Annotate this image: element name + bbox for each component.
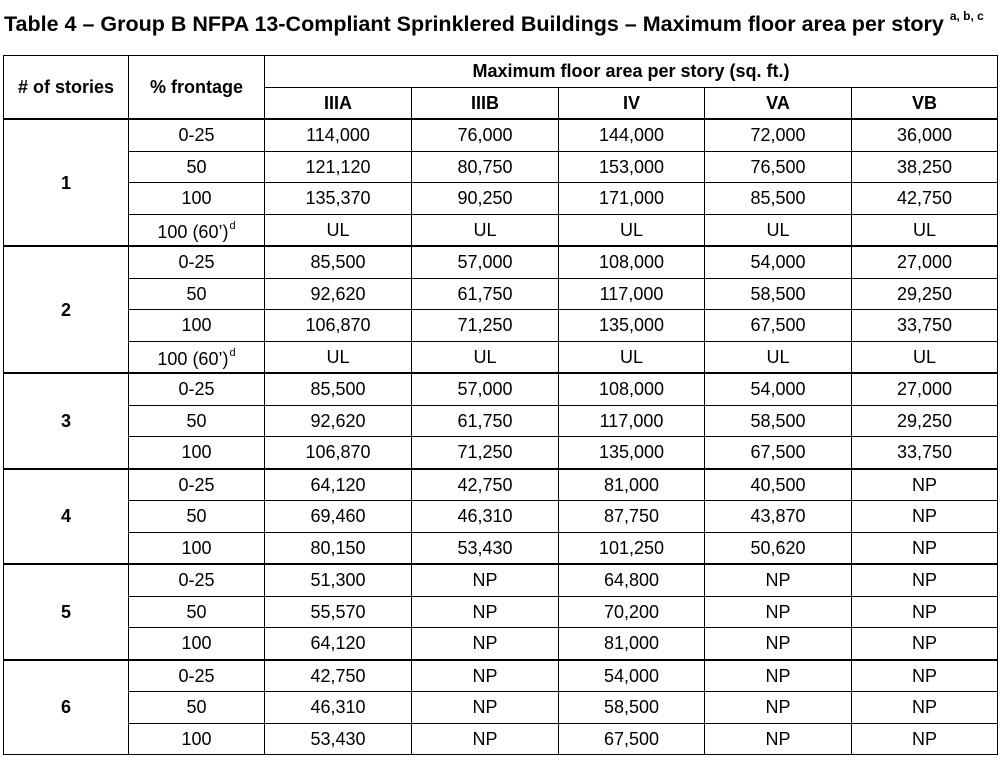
floor-area-cell: 36,000 <box>852 119 998 151</box>
frontage-value: 100 <box>181 633 212 654</box>
header-row-top <box>4 56 998 88</box>
table-row <box>4 405 998 437</box>
floor-area-cell: 55,570 <box>265 596 412 628</box>
floor-area-cell: 108,000 <box>559 373 705 405</box>
table-row <box>4 214 998 246</box>
floor-area-cell: UL <box>852 214 998 246</box>
frontage-cell <box>129 437 265 469</box>
header-type-vb: VB <box>852 87 998 119</box>
table-row <box>4 246 998 278</box>
floor-area-cell: NP <box>852 532 998 564</box>
floor-area-cell: 42,750 <box>852 183 998 215</box>
floor-area-cell: 135,000 <box>559 310 705 342</box>
frontage-value: 50 <box>186 601 207 622</box>
story-count-cell: 3 <box>4 373 129 469</box>
floor-area-cell: 54,000 <box>559 660 705 692</box>
floor-area-cell: 81,000 <box>559 469 705 501</box>
floor-area-cell: NP <box>412 628 559 660</box>
floor-area-cell: 42,750 <box>412 469 559 501</box>
floor-area-cell: UL <box>412 214 559 246</box>
floor-area-cell: NP <box>852 660 998 692</box>
floor-area-cell: 108,000 <box>559 246 705 278</box>
floor-area-cell: 76,500 <box>705 151 852 183</box>
floor-area-cell: 58,500 <box>705 405 852 437</box>
table-row <box>4 151 998 183</box>
frontage-cell <box>129 151 265 183</box>
frontage-footnote-mark: d <box>229 346 236 359</box>
frontage-cell <box>129 373 265 405</box>
frontage-cell <box>129 723 265 755</box>
header-type-iiib: IIIB <box>412 87 559 119</box>
floor-area-cell: 40,500 <box>705 469 852 501</box>
table-row <box>4 437 998 469</box>
floor-area-cell: 90,250 <box>412 183 559 215</box>
floor-area-cell: NP <box>852 692 998 724</box>
floor-area-cell: 53,430 <box>412 532 559 564</box>
frontage-value: 100 <box>181 442 212 463</box>
floor-area-cell: UL <box>265 214 412 246</box>
table-row <box>4 692 998 724</box>
floor-area-cell: 171,000 <box>559 183 705 215</box>
frontage-value: 50 <box>186 506 207 527</box>
floor-area-cell: 76,000 <box>412 119 559 151</box>
frontage-cell <box>129 692 265 724</box>
floor-area-cell: 71,250 <box>412 437 559 469</box>
floor-area-cell: NP <box>705 628 852 660</box>
table-title <box>4 9 984 37</box>
frontage-value: 50 <box>186 697 207 718</box>
floor-area-cell: NP <box>852 501 998 533</box>
table-row <box>4 532 998 564</box>
frontage-cell <box>129 564 265 596</box>
floor-area-cell: 67,500 <box>559 723 705 755</box>
floor-area-cell: 69,460 <box>265 501 412 533</box>
floor-area-cell: 135,000 <box>559 437 705 469</box>
floor-area-cell: UL <box>705 214 852 246</box>
floor-area-cell: NP <box>705 564 852 596</box>
floor-area-cell: 71,250 <box>412 310 559 342</box>
floor-area-cell: 67,500 <box>705 437 852 469</box>
floor-area-cell: 114,000 <box>265 119 412 151</box>
floor-area-cell: 64,800 <box>559 564 705 596</box>
floor-area-cell: 61,750 <box>412 278 559 310</box>
floor-area-cell: NP <box>852 628 998 660</box>
floor-area-cell: NP <box>412 564 559 596</box>
floor-area-cell: NP <box>852 723 998 755</box>
floor-area-cell: 61,750 <box>412 405 559 437</box>
story-count-cell: 5 <box>4 564 129 660</box>
frontage-value: 0-25 <box>178 125 215 146</box>
floor-area-cell: 121,120 <box>265 151 412 183</box>
floor-area-cell: 117,000 <box>559 278 705 310</box>
table-row <box>4 628 998 660</box>
floor-area-cell: 153,000 <box>559 151 705 183</box>
frontage-cell <box>129 405 265 437</box>
frontage-cell <box>129 532 265 564</box>
floor-area-cell: 92,620 <box>265 278 412 310</box>
floor-area-cell: 106,870 <box>265 437 412 469</box>
frontage-value: 100 <box>181 188 212 209</box>
floor-area-cell: 64,120 <box>265 469 412 501</box>
floor-area-cell: NP <box>412 660 559 692</box>
floor-area-cell: NP <box>852 596 998 628</box>
frontage-cell <box>129 596 265 628</box>
table-body <box>4 119 998 755</box>
floor-area-cell: 85,500 <box>265 246 412 278</box>
floor-area-cell: 85,500 <box>705 183 852 215</box>
floor-area-table <box>3 55 998 755</box>
floor-area-cell: 72,000 <box>705 119 852 151</box>
frontage-value: 50 <box>186 283 207 304</box>
frontage-value: 100 <box>181 728 212 749</box>
floor-area-cell: 29,250 <box>852 405 998 437</box>
table-title-footnote-marks: a, b, c <box>949 9 984 23</box>
floor-area-cell: 58,500 <box>559 692 705 724</box>
frontage-cell <box>129 214 265 246</box>
floor-area-cell: 87,750 <box>559 501 705 533</box>
floor-area-cell: NP <box>852 564 998 596</box>
table-row <box>4 660 998 692</box>
frontage-value: 100 <box>181 315 212 336</box>
floor-area-cell: NP <box>705 692 852 724</box>
floor-area-cell: 135,370 <box>265 183 412 215</box>
frontage-value: 50 <box>186 156 207 177</box>
floor-area-cell: 101,250 <box>559 532 705 564</box>
story-count-cell: 4 <box>4 469 129 565</box>
frontage-footnote-mark: d <box>229 219 236 232</box>
frontage-cell <box>129 310 265 342</box>
table-row <box>4 596 998 628</box>
frontage-cell <box>129 501 265 533</box>
floor-area-cell: UL <box>852 341 998 373</box>
frontage-cell <box>129 246 265 278</box>
frontage-value: 100 (60’) <box>157 221 229 242</box>
frontage-value: 50 <box>186 410 207 431</box>
header-type-iiia: IIIA <box>265 87 412 119</box>
floor-area-cell: 29,250 <box>852 278 998 310</box>
floor-area-cell: 42,750 <box>265 660 412 692</box>
floor-area-cell: UL <box>559 214 705 246</box>
floor-area-cell: 33,750 <box>852 437 998 469</box>
frontage-value: 0-25 <box>178 570 215 591</box>
floor-area-cell: 27,000 <box>852 373 998 405</box>
frontage-value: 0-25 <box>178 474 215 495</box>
frontage-cell <box>129 628 265 660</box>
floor-area-cell: 64,120 <box>265 628 412 660</box>
floor-area-cell: UL <box>412 341 559 373</box>
floor-area-cell: 117,000 <box>559 405 705 437</box>
floor-area-cell: NP <box>412 723 559 755</box>
header-stories: # of stories <box>4 56 129 120</box>
frontage-cell <box>129 660 265 692</box>
floor-area-cell: 54,000 <box>705 246 852 278</box>
frontage-cell <box>129 341 265 373</box>
floor-area-cell: 80,150 <box>265 532 412 564</box>
frontage-cell <box>129 183 265 215</box>
table-row <box>4 723 998 755</box>
floor-area-cell: 57,000 <box>412 246 559 278</box>
floor-area-cell: 33,750 <box>852 310 998 342</box>
frontage-value: 100 (60’) <box>157 348 229 369</box>
story-count-cell: 1 <box>4 119 129 246</box>
frontage-value: 0-25 <box>178 252 215 273</box>
header-type-iv: IV <box>559 87 705 119</box>
floor-area-cell: NP <box>705 723 852 755</box>
frontage-cell <box>129 469 265 501</box>
floor-area-cell: 67,500 <box>705 310 852 342</box>
floor-area-cell: NP <box>852 469 998 501</box>
table-row <box>4 278 998 310</box>
floor-area-cell: NP <box>412 692 559 724</box>
floor-area-cell: NP <box>705 660 852 692</box>
floor-area-cell: UL <box>265 341 412 373</box>
floor-area-cell: 54,000 <box>705 373 852 405</box>
table-row <box>4 373 998 405</box>
story-count-cell: 6 <box>4 660 129 755</box>
floor-area-cell: 70,200 <box>559 596 705 628</box>
table-row <box>4 469 998 501</box>
frontage-value: 100 <box>181 537 212 558</box>
floor-area-cell: 46,310 <box>265 692 412 724</box>
table-row <box>4 119 998 151</box>
floor-area-cell: 92,620 <box>265 405 412 437</box>
table-row <box>4 341 998 373</box>
floor-area-cell: 43,870 <box>705 501 852 533</box>
header-frontage: % frontage <box>129 56 265 120</box>
table-title-text: Table 4 – Group B NFPA 13-Compliant Sprinklered Buildings – Maximum floor area per story <box>4 12 944 37</box>
floor-area-cell: UL <box>559 341 705 373</box>
floor-area-cell: UL <box>705 341 852 373</box>
table-row <box>4 501 998 533</box>
floor-area-cell: NP <box>412 596 559 628</box>
floor-area-cell: 58,500 <box>705 278 852 310</box>
frontage-cell <box>129 119 265 151</box>
frontage-value: 0-25 <box>178 665 215 686</box>
table-row <box>4 310 998 342</box>
frontage-value: 0-25 <box>178 379 215 400</box>
floor-area-cell: 27,000 <box>852 246 998 278</box>
table-row <box>4 183 998 215</box>
floor-area-cell: 106,870 <box>265 310 412 342</box>
floor-area-cell: 85,500 <box>265 373 412 405</box>
story-count-cell: 2 <box>4 246 129 373</box>
header-max-floor-area: Maximum floor area per story (sq. ft.) <box>265 56 998 88</box>
header-type-va: VA <box>705 87 852 119</box>
floor-area-cell: 50,620 <box>705 532 852 564</box>
table-row <box>4 564 998 596</box>
floor-area-cell: 57,000 <box>412 373 559 405</box>
floor-area-cell: 80,750 <box>412 151 559 183</box>
floor-area-cell: NP <box>705 596 852 628</box>
floor-area-cell: 38,250 <box>852 151 998 183</box>
floor-area-cell: 53,430 <box>265 723 412 755</box>
floor-area-cell: 46,310 <box>412 501 559 533</box>
frontage-cell <box>129 278 265 310</box>
floor-area-cell: 144,000 <box>559 119 705 151</box>
floor-area-cell: 81,000 <box>559 628 705 660</box>
floor-area-cell: 51,300 <box>265 564 412 596</box>
